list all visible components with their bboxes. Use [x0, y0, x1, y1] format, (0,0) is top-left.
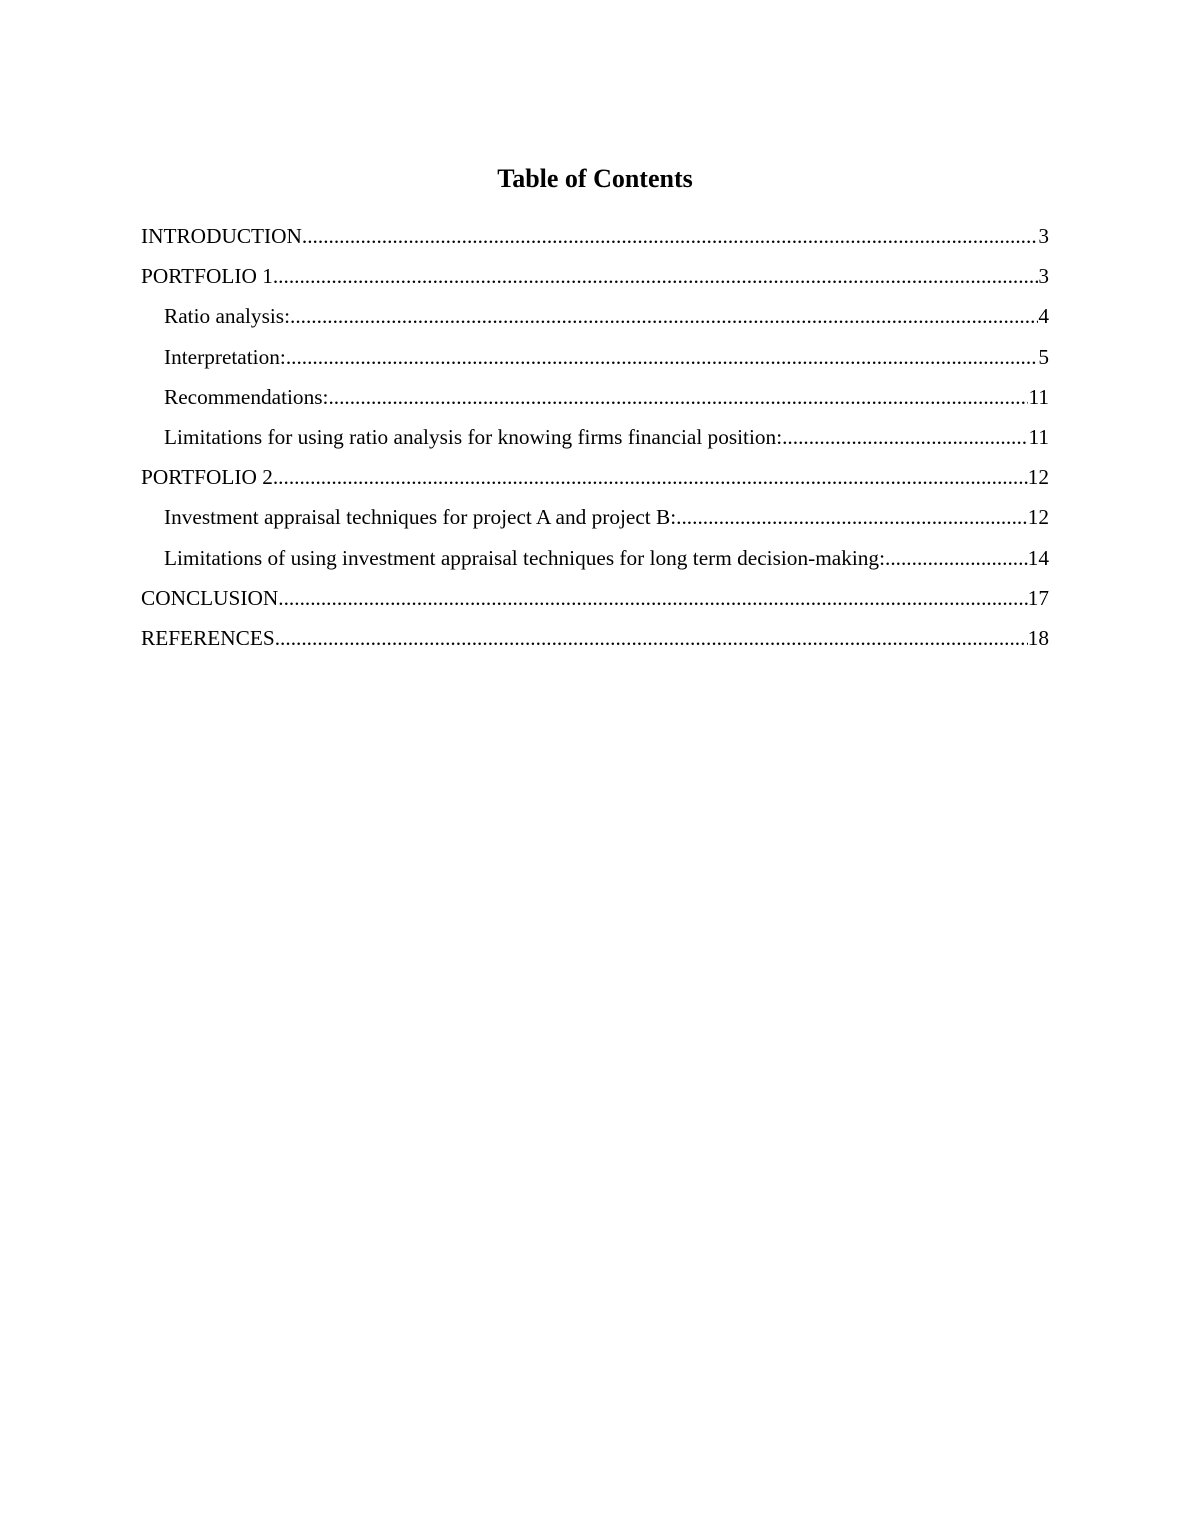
toc-title: Table of Contents	[497, 164, 693, 193]
toc-entry-portfolio-2[interactable]	[141, 457, 1049, 497]
toc-entry-label: CONCLUSION	[141, 585, 279, 610]
toc-list	[141, 216, 1049, 658]
toc-dot-leader	[278, 578, 1027, 618]
toc-entry-page: 3	[1038, 264, 1049, 289]
toc-entry-page: 12	[1027, 465, 1049, 490]
toc-dot-leader	[273, 457, 1028, 497]
toc-entry-investment-appraisal[interactable]	[141, 497, 1049, 537]
toc-entry-interpretation[interactable]	[141, 337, 1049, 377]
toc-dot-leader	[885, 538, 1028, 578]
toc-entry-label: Recommendations:	[164, 384, 329, 409]
toc-entry-portfolio-1[interactable]	[141, 256, 1049, 296]
toc-dot-leader	[328, 377, 1028, 417]
toc-entry-page: 11	[1028, 424, 1049, 449]
toc-entry-limitations-investment-appraisal[interactable]	[141, 538, 1049, 578]
toc-dot-leader	[290, 296, 1038, 336]
toc-dot-leader	[286, 337, 1039, 377]
toc-entry-label: PORTFOLIO 1	[141, 264, 273, 289]
toc-entry-ratio-analysis[interactable]	[141, 296, 1049, 336]
toc-entry-recommendations[interactable]	[141, 377, 1049, 417]
toc-entry-label: Investment appraisal techniques for project A and project B:	[164, 505, 677, 530]
toc-entry-label: Interpretation:	[164, 344, 286, 369]
toc-entry-page: 11	[1028, 384, 1049, 409]
toc-entry-label: Ratio analysis:	[164, 304, 290, 329]
toc-dot-leader	[676, 497, 1028, 537]
toc-entry-references[interactable]	[141, 618, 1049, 658]
toc-dot-leader	[302, 216, 1038, 256]
toc-entry-page: 3	[1038, 224, 1049, 248]
toc-entry-label: Limitations for using ratio analysis for knowing firms financial position:	[164, 424, 783, 449]
toc-entry-page: 14	[1027, 545, 1049, 570]
toc-entry-label: REFERENCES	[141, 625, 275, 650]
toc-dot-leader	[782, 417, 1028, 457]
toc-entry-page: 18	[1027, 625, 1049, 650]
toc-dot-leader	[273, 256, 1039, 296]
toc-entry-introduction[interactable]	[141, 216, 1049, 256]
toc-entry-label: Limitations of using investment appraisal techniques for long term decision-making:	[164, 545, 885, 570]
toc-entry-limitations-ratio-analysis[interactable]	[141, 417, 1049, 457]
toc-entry-label: PORTFOLIO 2	[141, 465, 273, 490]
toc-entry-page: 17	[1027, 585, 1049, 610]
toc-entry-page: 4	[1038, 304, 1049, 329]
toc-entry-page: 5	[1038, 344, 1049, 369]
toc-entry-label: INTRODUCTION	[141, 224, 302, 248]
toc-dot-leader	[275, 618, 1028, 658]
toc-entry-conclusion[interactable]	[141, 578, 1049, 618]
toc-entry-page: 12	[1027, 505, 1049, 530]
